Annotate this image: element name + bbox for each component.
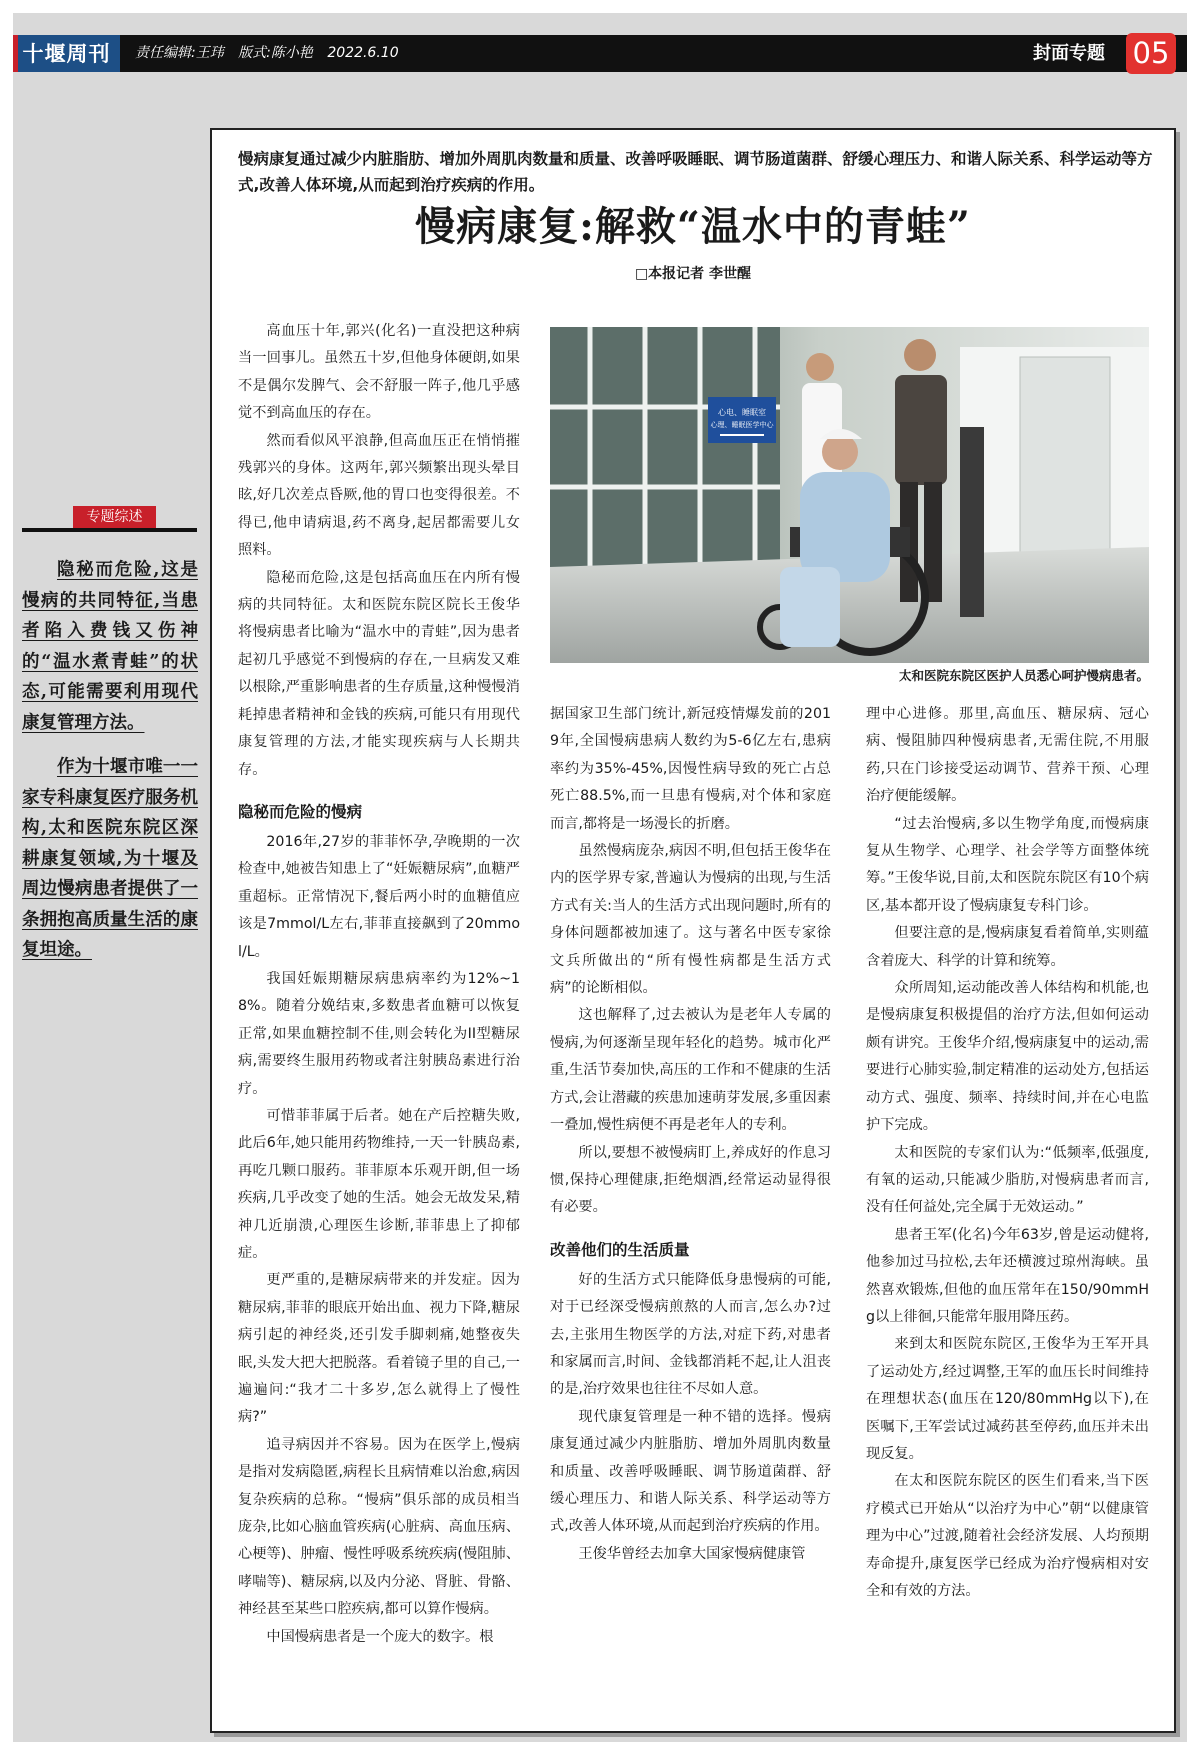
article-photo bbox=[550, 327, 1149, 663]
article-byline: □本报记者 李世醒 bbox=[634, 266, 752, 282]
article-column-3 bbox=[866, 701, 1149, 1605]
subheading: 隐秘而危险的慢病 bbox=[238, 802, 363, 821]
article-column-1 bbox=[238, 318, 520, 1651]
paragraph: 但要注意的是,慢病康复看着简单,实则蕴含着庞大、科学的计算和统筹。 bbox=[866, 925, 1149, 969]
paragraph: 所以,要想不被慢病盯上,养成好的作息习惯,保持心理健康,拒绝烟酒,经常运动显得很有必要。 bbox=[550, 1144, 831, 1216]
paragraph: 我国妊娠期糖尿病患病率约为12%~18%。随着分娩结束,多数患者血糖可以恢复正常,如果血糖控制不佳,则会转化为II型糖尿病,需要终生服用药物或者注射胰岛素进行治疗。 bbox=[238, 970, 520, 1097]
page-number: 05 bbox=[1126, 33, 1176, 74]
paragraph: 高血压十年,郭兴(化名)一直没把这种病当一回事儿。虽然五十岁,但他身体硬朗,如果不是偶尔发脾气、会不舒服一阵子,他几乎感觉不到高血压的存在。 bbox=[238, 323, 520, 422]
paragraph: 中国慢病患者是一个庞大的数字。根 bbox=[266, 1628, 494, 1645]
sign-text: 心理、睡眠医学中心 bbox=[710, 421, 774, 429]
paragraph: 这也解释了,过去被认为是老年人专属的慢病,为何逐渐呈现年轻化的趋势。城市化严重,生活节奏加快,高压的工作和不健康的生活方式,会让潜藏的疾患加速萌芽发展,多重因素一叠加,慢性病便不再是老年人的专利。 bbox=[550, 1007, 831, 1134]
paragraph: 现代康复管理是一种不错的选择。慢病康复通过减少内脏脂肪、增加外周肌肉数量和质量、改善呼吸睡眠、调节肠道菌群、舒缓心理压力、和谐人际关系、科学运动等方式,改善人体环境,从而起到治疗疾病的作用。 bbox=[550, 1408, 831, 1535]
sidebar-paragraph: 隐秘而危险,这是慢病的共同特征,当患者陷入费钱又伤神的“温水煮青蛙”的状态,可能需要利用现代康复管理方法。 bbox=[22, 560, 198, 733]
paragraph: 然而看似风平浪静,但高血压正在悄悄摧残郭兴的身体。这两年,郭兴频繁出现头晕目眩,好几次差点昏厥,他的胃口也变得很差。不得已,他申请病退,药不离身,起居都需要儿女照料。 bbox=[238, 432, 520, 559]
paragraph: 在太和医院东院区的医生们看来,当下医疗模式已开始从“以治疗为中心”朝“以健康管理为中心”过渡,随着社会经济发展、人均预期寿命提升,康复医学已经成为治疗慢病相对安全和有效的方法。 bbox=[866, 1473, 1149, 1599]
hospital-corridor-photo bbox=[550, 327, 1149, 663]
issue-date: 2022.6.10 bbox=[327, 45, 399, 61]
sign-text: 心电、睡眠室 bbox=[718, 408, 766, 417]
paragraph: 2016年,27岁的菲菲怀孕,孕晚期的一次检查中,她被告知患上了“妊娠糖尿病”,血糖严重超标。正常情况下,餐后两小时的血糖值应该是7mmol/L左右,菲菲直接飙到了20mmol/L。 bbox=[238, 833, 520, 960]
paragraph: 追寻病因并不容易。因为在医学上,慢病是指对发病隐匿,病程长且病情难以治愈,病因复杂疾病的总称。“慢病”俱乐部的成员相当庞杂,比如心脑血管疾病(心脏病、高血压病、心梗等)、肿瘤、慢性呼吸系统疾病(慢阻肺、哮喘等)、糖尿病,以及内分泌、肾脏、骨骼、神经甚至某些口腔疾病,都可以算作慢病。 bbox=[238, 1436, 520, 1618]
paragraph: 虽然慢病庞杂,病因不明,但包括王俊华在内的医学界专家,普遍认为慢病的出现,与生活方式有关:当人的生活方式出现问题时,所有的身体问题都被加速了。这与著名中医专家徐文兵所做出的“所有慢性病都是生活方式病”的论断相似。 bbox=[550, 843, 831, 997]
subheading: 改善他们的生活质量 bbox=[550, 1240, 690, 1259]
sidebar-tag: 专题综述 bbox=[73, 506, 156, 528]
paragraph: 可惜菲菲属于后者。她在产后控糖失败,此后6年,她只能用药物维持,一天一针胰岛素,再吃几颗口服药。菲菲原本乐观开朗,但一场疾病,几乎改变了她的生活。她会无故发呆,精神几近崩溃,心理医生诊断,菲菲患上了抑郁症。 bbox=[238, 1107, 520, 1261]
paragraph: 患者王军(化名)今年63岁,曾是运动健将,他参加过马拉松,去年还横渡过琼州海峡。虽然喜欢锻炼,但他的血压常年在150/90mmHg以上徘徊,只能常年服用降压药。 bbox=[866, 1226, 1149, 1325]
publication-logo: 十堰周刊 bbox=[13, 35, 120, 72]
sidebar-paragraph: 作为十堰市唯一一家专科康复医疗服务机构,太和医院东院区深耕康复领域,为十堰及周边慢病患者提供了一条拥抱高质量生活的康复坦途。 bbox=[22, 757, 198, 960]
paragraph: 王俊华曾经去加拿大国家慢病健康管 bbox=[578, 1545, 806, 1562]
layout-credit: 版式:陈小艳 bbox=[238, 45, 313, 61]
paragraph: “过去治慢病,多以生物学角度,而慢病康复从生物学、心理学、社会学等方面整体统筹。”王俊华说,目前,太和医院东院区有10个病区,基本都开设了慢病康复专科门诊。 bbox=[866, 815, 1149, 914]
article-column-2 bbox=[550, 701, 831, 1568]
paragraph: 隐秘而危险,这是包括高血压在内所有慢病的共同特征。太和医院东院区院长王俊华将慢病患者比喻为“温水中的青蛙”,因为患者起初几乎感觉不到慢病的存在,一旦病发又难以根除,严重影响患者的生存质量,这种慢慢消耗掉患者精神和金钱的疾病,可能只有用现代康复管理的方法,才能实现疾病与人长期共存。 bbox=[238, 569, 520, 778]
photo-caption: 太和医院东院区医护人员悉心呵护慢病患者。 bbox=[898, 668, 1149, 683]
paragraph: 太和医院的专家们认为:“低频率,低强度,有氧的运动,只能减少脂肪,对慢病患者而言,没有任何益处,完全属于无效运动。” bbox=[866, 1144, 1149, 1216]
sidebar-summary bbox=[22, 555, 198, 980]
article-title: 慢病康复:解救“温水中的青蛙” bbox=[415, 203, 971, 250]
paragraph: 来到太和医院东院区,王俊华为王军开具了运动处方,经过调整,王军的血压长时间维持在理想状态(血压在120/80mmHg以下),在医嘱下,王军尝试过减药甚至停药,血压并未出现反复。 bbox=[866, 1336, 1149, 1462]
paragraph: 更严重的,是糖尿病带来的并发症。因为糖尿病,菲菲的眼底开始出血、视力下降,糖尿病引起的神经炎,还引发手脚刺痛,她整夜失眠,头发大把大把脱落。看着镜子里的自己,一遍遍问:“我才二十多岁,怎么就得上了慢性病?” bbox=[238, 1272, 520, 1426]
paragraph: 众所周知,运动能改善人体结构和机能,也是慢病康复积极提倡的治疗方法,但如何运动颇有讲究。王俊华介绍,慢病康复中的运动,需要进行心肺实验,制定精准的运动处方,包括运动方式、强度、频率、持续时间,并在心电监护下完成。 bbox=[866, 980, 1149, 1134]
article-lede: 慢病康复通过减少内脏脂肪、增加外周肌肉数量和质量、改善呼吸睡眠、调节肠道菌群、舒缓心理压力、和谐人际关系、科学运动等方式,改善人体环境,从而起到治疗疾病的作用。 bbox=[238, 150, 1153, 194]
header-credits bbox=[135, 35, 409, 72]
section-title: 封面专题 bbox=[1033, 43, 1105, 64]
logo-accent-stripe bbox=[13, 35, 18, 72]
paragraph: 据国家卫生部门统计,新冠疫情爆发前的2019年,全国慢病患病人数约为5-6亿左右,患病率约为35%-45%,因慢性病导致的死亡占总死亡88.5%,而一旦患有慢病,对个体和家庭而言,都将是一场漫长的折磨。 bbox=[550, 706, 831, 832]
sidebar-rule bbox=[22, 528, 197, 532]
paragraph: 好的生活方式只能降低身患慢病的可能,对于已经深受慢病煎熬的人而言,怎么办?过去,主张用生物医学的方法,对症下药,对患者和家属而言,时间、金钱都消耗不起,让人沮丧的是,治疗效果也往往不尽如人意。 bbox=[550, 1271, 831, 1398]
editor-credit: 责任编辑:王玮 bbox=[135, 45, 224, 61]
paragraph: 理中心进修。那里,高血压、糖尿病、冠心病、慢阻肺四种慢病患者,无需住院,不用服药,只在门诊接受运动调节、营养干预、心理治疗便能缓解。 bbox=[866, 706, 1149, 805]
